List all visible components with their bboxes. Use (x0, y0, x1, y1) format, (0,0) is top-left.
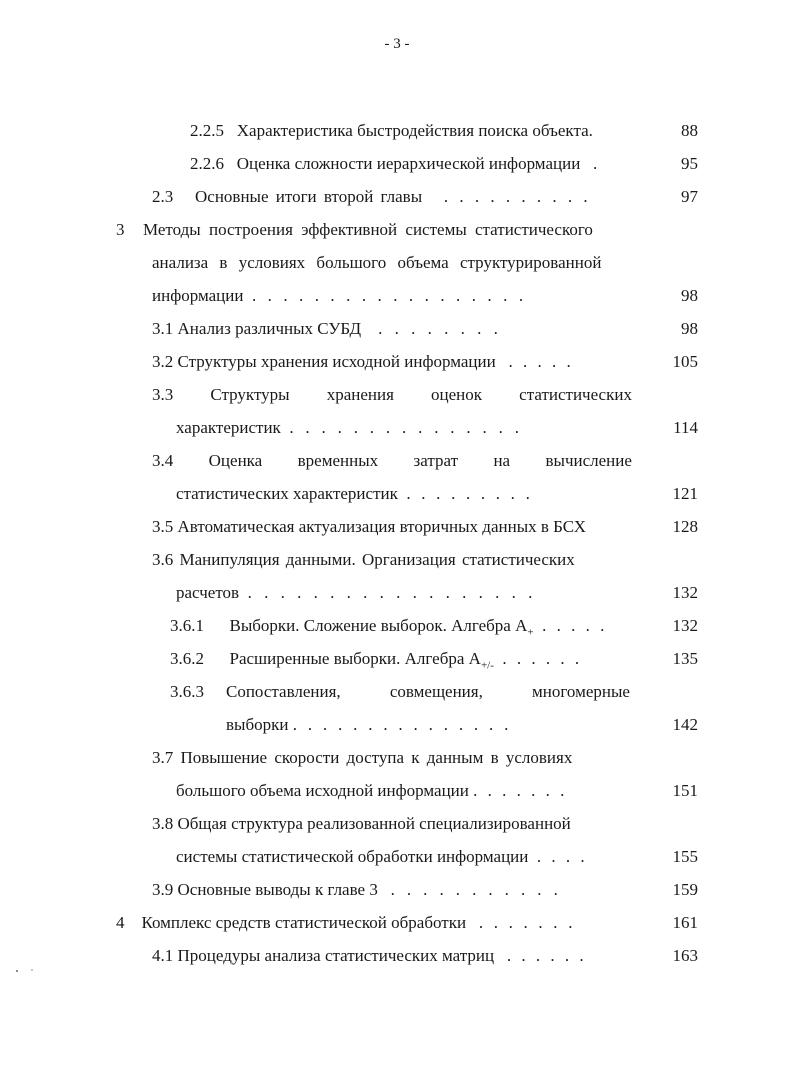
toc-leader: . . . . . . . (478, 913, 576, 932)
toc-entry-3-6-1 (170, 615, 607, 637)
toc-title: 3.2 Структуры хранения исходной информации (152, 352, 496, 371)
toc-word: на (493, 451, 511, 470)
toc-entry-3-9 (152, 879, 562, 901)
toc-title: большого объема исходной информации (176, 781, 469, 800)
toc-entry-3-6-3 (226, 681, 630, 703)
toc-entry-3-1 (152, 318, 502, 340)
toc-leader: . . . . . . (502, 649, 583, 668)
toc-title-line (176, 780, 567, 802)
toc-title: Оценка сложности иерархической информации (236, 154, 581, 173)
toc-title: Расширенные выборки. Алгебра A (229, 649, 481, 668)
toc-page: 114 (673, 418, 698, 437)
toc-title-line (176, 483, 533, 505)
toc-leader: . . . . . . . . (378, 319, 502, 338)
toc-leader: . . . . . (508, 352, 574, 371)
toc-word: вычисление (545, 451, 632, 470)
toc-title: Выборки. Сложение выборок. Алгебра A (229, 616, 528, 635)
toc-leader: . . . . . . . (473, 781, 568, 800)
toc-page: 95 (681, 154, 698, 173)
toc-leader: . . . . . . . . . . (443, 187, 590, 206)
toc-word: совмещения, (389, 682, 483, 701)
toc-number: 3.6.3 (170, 682, 204, 701)
toc-title-line (143, 219, 634, 241)
toc-entry-2-2-6 (190, 153, 597, 175)
toc-page: 142 (672, 715, 698, 734)
toc-title: системы статистической обработки информации (176, 847, 529, 866)
toc-subscript: +/- (480, 659, 494, 672)
toc-leader: . . . . . . . . . . . (390, 880, 562, 899)
toc-entry-3-6-2 (170, 648, 582, 670)
toc-page: 97 (681, 187, 698, 206)
toc-title: Методы построения эффективной системы статистического (143, 220, 593, 239)
toc-word: Сопоставления, (226, 682, 341, 701)
toc-entry-3-4 (152, 450, 632, 472)
toc-title: Характеристика быстродействия поиска объекта. (236, 121, 593, 140)
toc-title: 4.1 Процедуры анализа статистических матриц (152, 946, 495, 965)
toc-title-line: 3.8 Общая структура реализованной специализированной (152, 814, 571, 833)
toc-page: 161 (672, 913, 698, 932)
toc-leader: . . . . . . . . . . . . . . . . . . (247, 583, 537, 602)
toc-word: хранения (326, 385, 394, 404)
toc-subscript: + (527, 626, 534, 639)
toc-title: 3.9 Основные выводы к главе 3 (152, 880, 378, 899)
toc-page: 98 (681, 319, 698, 338)
toc-leader: . . . . . . . . . . . . . . . (292, 715, 512, 734)
toc-page: 132 (672, 616, 698, 635)
toc-title: информации (152, 286, 244, 305)
toc-word: Оценка (208, 451, 263, 470)
toc-number: 2.3 (152, 187, 174, 206)
toc-entry-4 (116, 912, 576, 934)
toc-title: характеристик (176, 418, 281, 437)
page-number: - 3 - (384, 36, 410, 52)
scan-speck-decoration (14, 966, 44, 974)
toc-number: 3 (116, 220, 125, 239)
toc-number: 3.4 (152, 451, 174, 470)
toc-page: 132 (672, 583, 698, 602)
toc-title-line: 3.6 Манипуляция данными. Организация статистических (152, 550, 575, 569)
toc-number: 2.2.6 (190, 154, 224, 173)
toc-title: Основные итоги второй главы (195, 187, 423, 206)
toc-leader: . . . . (536, 847, 588, 866)
toc-word: затрат (413, 451, 459, 470)
toc-leader: . . . . . . . . . . . . . . . (289, 418, 523, 437)
toc-title-line (226, 714, 512, 736)
toc-title: расчетов (176, 583, 240, 602)
toc-page: 105 (672, 352, 698, 371)
toc-title-line (176, 417, 523, 439)
toc-word: временных (297, 451, 379, 470)
toc-page: 155 (672, 847, 698, 866)
toc-page: 128 (672, 517, 698, 536)
toc-title-line (176, 846, 588, 868)
toc-title: статистических характеристик (176, 484, 398, 503)
toc-number: 3.6.1 (170, 616, 204, 635)
toc-page: 151 (672, 781, 698, 800)
toc-leader: . (593, 154, 598, 173)
toc-title-line: 3.7 Повышение скорости доступа к данным в условиях (152, 748, 573, 767)
toc-title: Комплекс средств статистической обработки (141, 913, 467, 932)
toc-page: 135 (672, 649, 698, 668)
toc-page: 88 (681, 121, 698, 140)
toc-number: 2.2.5 (190, 121, 224, 140)
toc-page: 98 (681, 286, 698, 305)
toc-title-line: анализа в условиях большого объема структурированной (152, 253, 602, 272)
toc-number: 3.6.2 (170, 649, 204, 668)
toc-page: 163 (672, 946, 698, 965)
toc-word: оценок (431, 385, 483, 404)
toc-word: многомерные (532, 682, 630, 701)
toc-title: 3.1 Анализ различных СУБД (152, 319, 362, 338)
toc-entry-3-2 (152, 351, 574, 373)
toc-word: статистических (519, 385, 632, 404)
toc-entry-3-5: 3.5 Автоматическая актуализация вторичных данных в БСХ (152, 517, 586, 536)
toc-entry-3-3 (152, 384, 632, 406)
toc-leader: . . . . . (542, 616, 608, 635)
toc-leader: . . . . . . (506, 946, 587, 965)
toc-leader: . . . . . . . . . (406, 484, 534, 503)
toc-number: 3.3 (152, 385, 174, 404)
toc-title: выборки (226, 715, 289, 734)
toc-page: 159 (672, 880, 698, 899)
toc-entry-2-3 (152, 186, 590, 208)
toc-word: Структуры (210, 385, 290, 404)
toc-page: 121 (672, 484, 698, 503)
toc-leader: . . . . . . . . . . . . . . . . . . (251, 286, 527, 305)
toc-number: 4 (116, 913, 125, 932)
toc-title-line (176, 582, 536, 604)
toc-entry-2-2-5 (190, 120, 593, 142)
toc-entry-4-1 (152, 945, 587, 967)
toc-title-line (152, 285, 527, 307)
